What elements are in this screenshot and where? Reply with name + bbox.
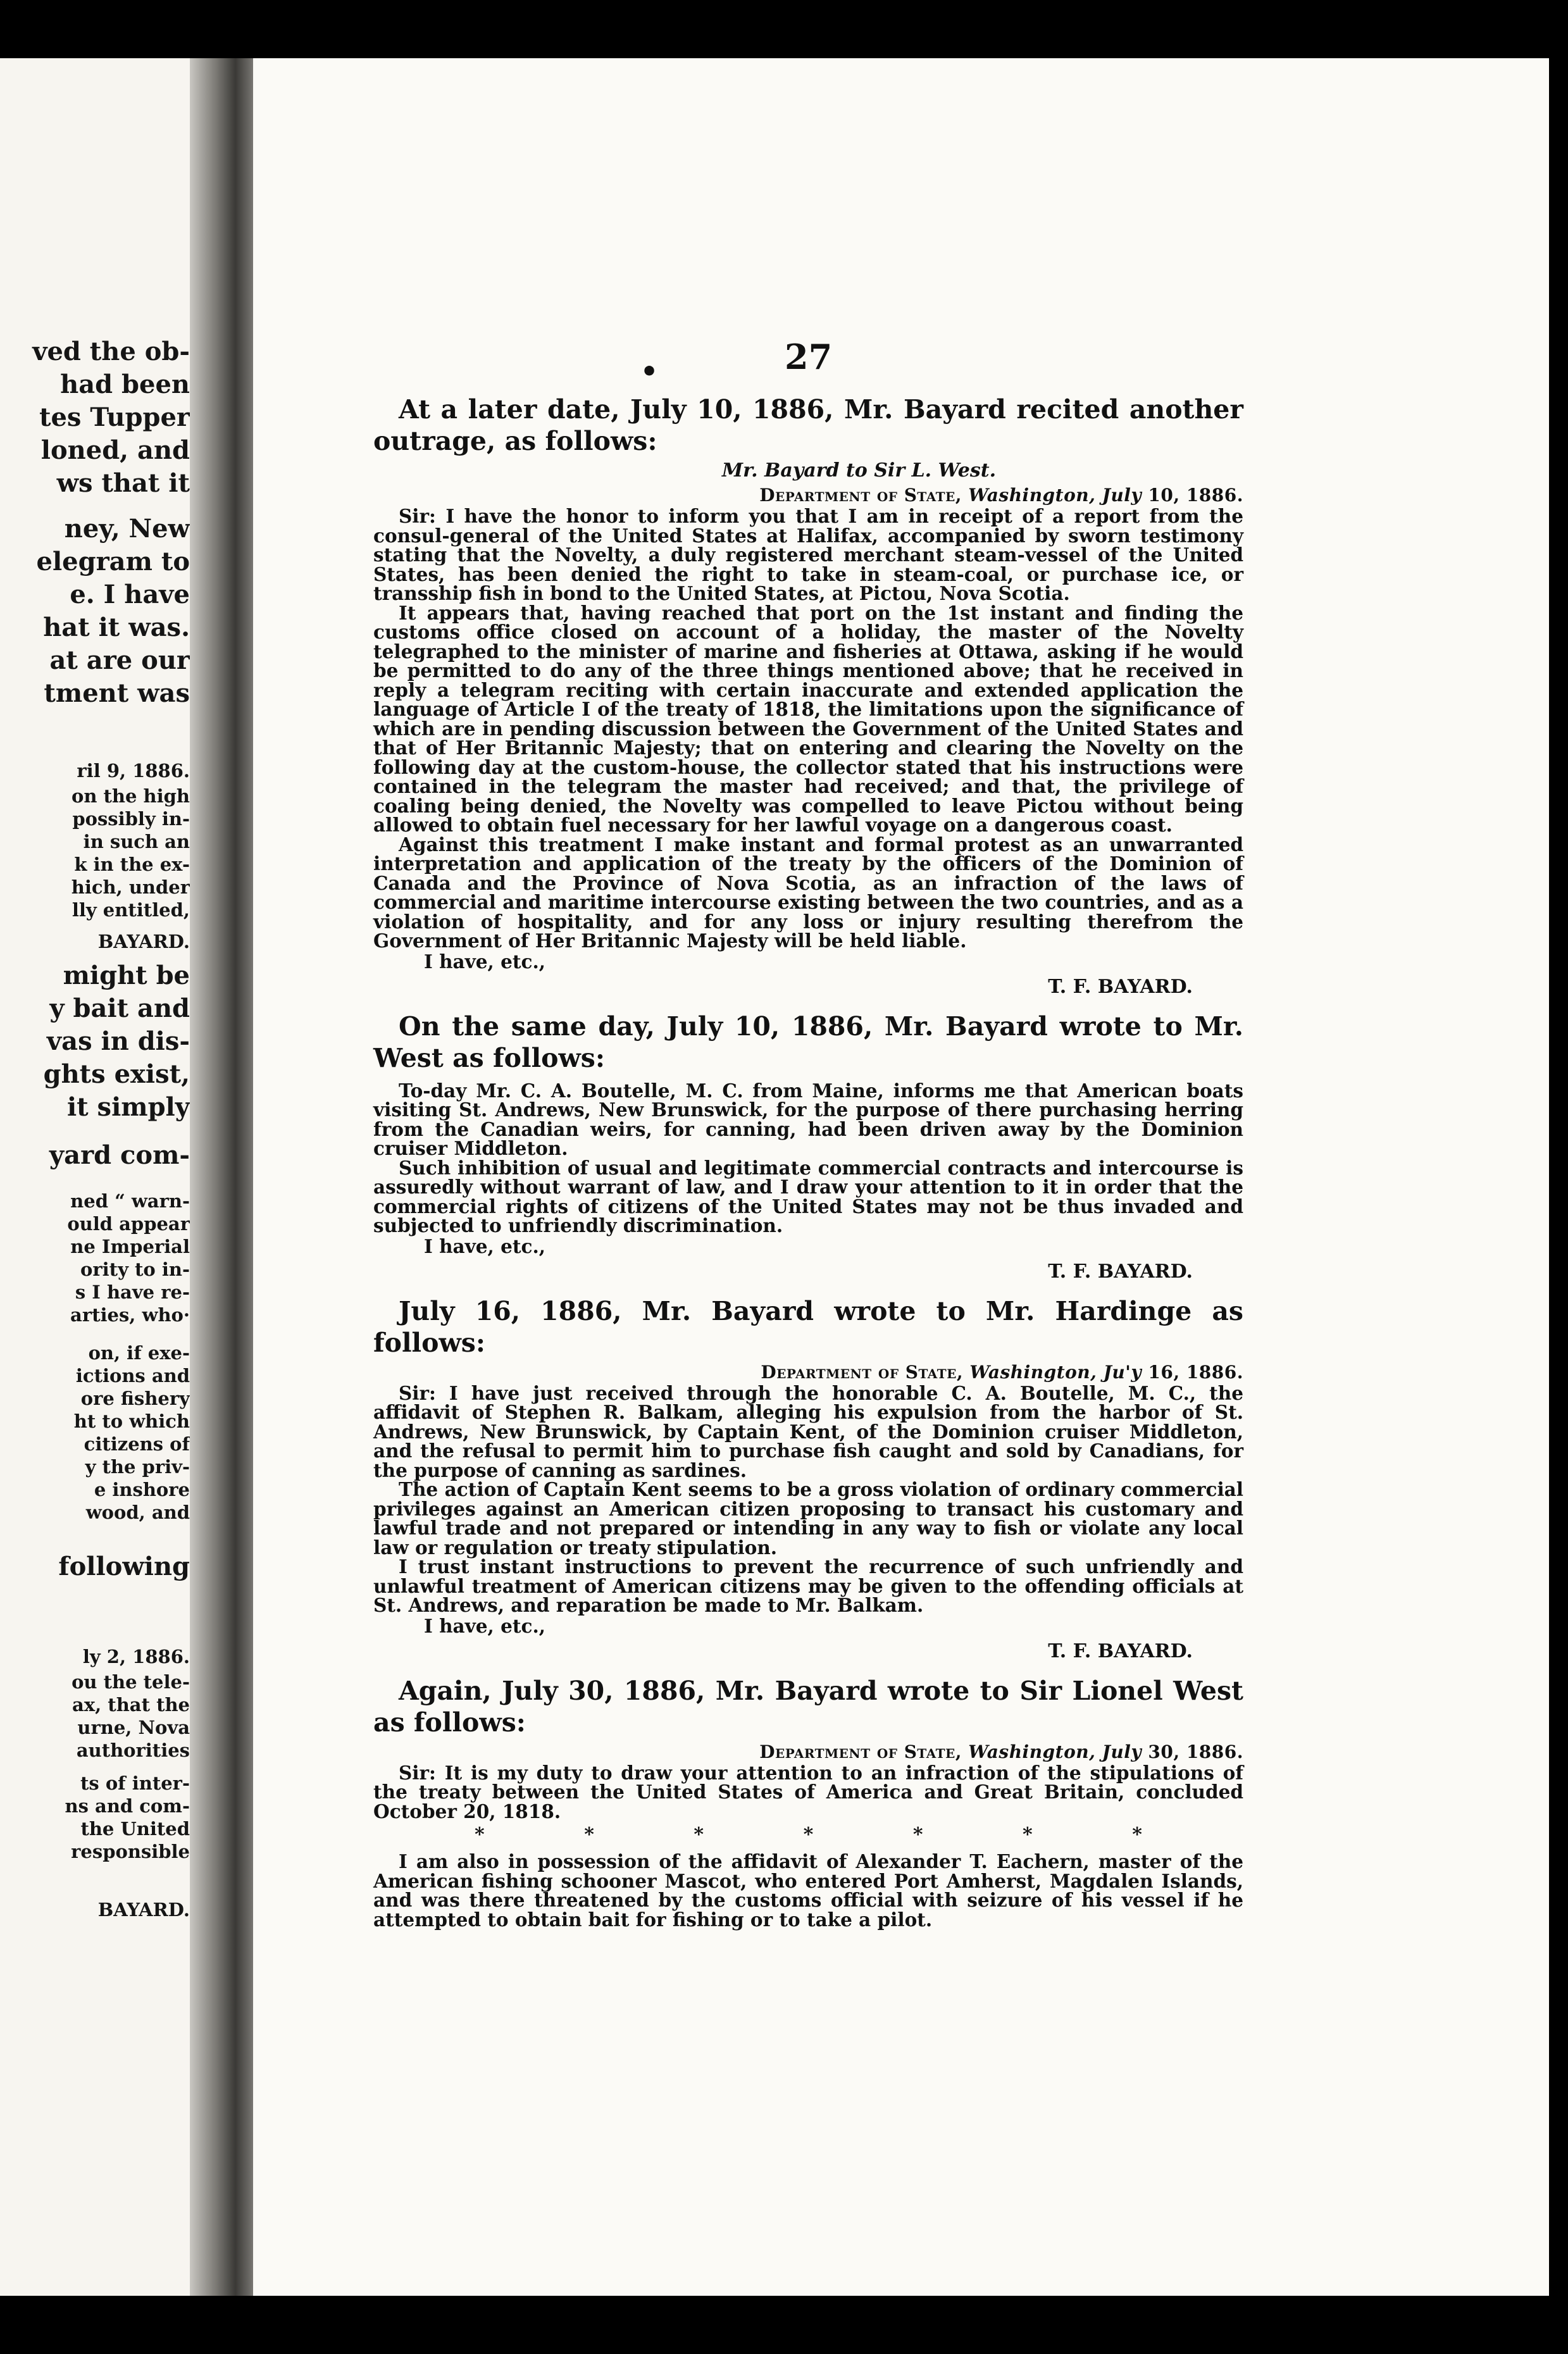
facing-page-line: s I have re- [75,1281,190,1303]
letter-paragraph: It appears that, having reached that port on the 1st instant and finding the customs office closed on account of a holiday, the master of the Novelty telegraphed to the minister of marine and fisheries at Ottawa, asking if he would be permitted to do any of the three things mentioned above; that he received in reply a telegram reciting with certain inaccurate and extended application the language of Article I of the treaty of 1818, the limitations upon the significance of which are in pending discussion between the Government of the United States and that of Her Britannic Majesty; that on entering and clearing the Novelty on the following day at the custom-house, the collector stated that his instructions were contained in the telegram the master had received; and that, the privilege of coaling being denied, the Novelty was compelled to leave Pictou without being allowed to obtain fuel necessary for her lawful voyage on a dangerous coast. [373,601,1243,836]
intro-paragraph-3: July 16, 1886, Mr. Bayard wrote to Mr. Hardinge as follows: [373,1295,1243,1358]
omission-star: * [1023,1824,1033,1846]
letter-paragraph: Sir: I have just received through the honorable C. A. Boutelle, M. C., the affidavit of Stephen R. Balkam, alleging his expulsion from the harbor of St. Andrews, New Brunswick, by Captain Kent, of the Dominion cruiser Middleton, and the refusal to permit him to purchase fish caught and sold by Canadians, for the purpose of canning as sardines. [373,1381,1243,1481]
facing-page-line: on, if exe- [88,1342,190,1364]
letter-paragraph: Such inhibition of usual and legitimate commercial contracts and intercourse is assuredly without warrant of law, and I draw your attention to it in order that the commercial rights of citizens of the United States may not be thus invaded and subjected to unfriendly discrimination. [373,1156,1243,1236]
facing-page-line: ould appear [67,1213,190,1235]
facing-page-line: at are our [49,645,190,675]
facing-page-line: ghts exist, [43,1059,190,1089]
intro-paragraph-2: On the same day, July 10, 1886, Mr. Bayard wrote to Mr. West as follows: [373,1011,1243,1073]
facing-page-line: ts of inter- [80,1772,190,1794]
facing-page-line: ictions and [75,1365,190,1386]
facing-page-line: k in the ex- [74,854,190,875]
facing-page-line: ned “ warn- [70,1190,190,1212]
facing-page-line: BAYARD. [97,1899,190,1921]
facing-page-line: hat it was. [43,613,190,642]
facing-page-line: wood, and [85,1502,190,1523]
letter-dateline [373,1741,1243,1764]
dateline-org: Department of State, [761,1361,964,1383]
facing-page-line: possibly in- [72,808,190,830]
letter-signature: T. F. BAYARD. [1048,1640,1193,1662]
facing-page-line: had been [60,370,190,399]
facing-page-line: ne Imperial [70,1236,190,1257]
facing-page [0,58,190,2296]
facing-page-line: ril 9, 1886. [77,760,190,782]
page-mark: • [640,356,659,388]
facing-page-line: vas in dis- [46,1026,190,1056]
dateline-place: Washington, Ju'y [969,1361,1142,1383]
dateline-date: 10, 1886. [1148,485,1243,506]
dateline-place: Washington, July [968,485,1142,506]
letter-signature: T. F. BAYARD. [1048,1260,1193,1283]
facing-page-line: ority to in- [80,1259,190,1280]
omission-star: * [912,1824,923,1846]
letter-paragraph: Sir: It is my duty to draw your attention to an infraction of the stipulations of the treaty between the United States of America and Great Britain, concluded October 20, 1818. [373,1761,1243,1822]
facing-page-line: ax, that the [72,1694,190,1716]
letter-paragraph: Against this treatment I make instant and formal protest as an unwarranted interpretation and application of the treaty by the officers of the Dominion of Canada and the Province of Nova Scotia, as an infraction of the laws of commercial and maritime intercourse existing between the two countries, and as a violation of hospitality, and for any loss or injury resulting therefrom the Government of Her Britannic Majesty will be held liable. [373,833,1243,952]
facing-page-line: ly 2, 1886. [82,1646,190,1667]
facing-page-line: arties, who· [70,1304,190,1326]
facing-page-line: it simply [66,1092,190,1122]
facing-page-line: elegram to [36,547,190,576]
facing-page-line: urne, Nova [77,1717,190,1738]
facing-page-line: the United [80,1818,190,1840]
dateline-date: 30, 1886. [1148,1741,1243,1762]
facing-page-line: ns and com- [65,1795,190,1817]
facing-page-line: following [58,1552,190,1581]
facing-page-line: citizens of [84,1433,190,1455]
facing-page-line: ht to which [73,1411,190,1432]
facing-page-line: ore fishery [80,1388,190,1409]
intro-paragraph-1: At a later date, July 10, 1886, Mr. Bayard recited another outrage, as follows: [373,394,1243,456]
facing-page-line: y the priv- [85,1456,190,1478]
facing-page-line: y bait and [49,993,190,1023]
facing-page-line: hich, under [71,876,190,898]
letter-heading: Mr. Bayard to Sir L. West. [721,459,997,482]
letter-closing: I have, etc., [424,950,545,973]
letter-closing: I have, etc., [424,1614,545,1637]
letter-paragraph: Sir: I have the honor to inform you that I am in receipt of a report from the consul-general of the United States at Halifax, accompanied by sworn testimony stating that the Novelty, a duly registered merchant steam-vessel of the United States, has been denied the right to take in steam-coal, or purchase ice, or transship fish in bond to the United States, at Pictou, Nova Scotia. [373,505,1243,604]
letter-closing: I have, etc., [424,1235,545,1257]
omission-star: * [584,1824,594,1846]
omission-star: * [475,1824,485,1846]
facing-page-line: ved the ob- [32,337,190,366]
facing-page-line: tes Tupper [39,402,190,432]
facing-page-line: ws that it [56,468,190,498]
dateline-place: Washington, July [968,1741,1142,1762]
facing-page-line: responsible [71,1841,190,1862]
letter-dateline [373,1361,1243,1384]
letter-paragraph: To-day Mr. C. A. Boutelle, M. C. from Maine, informs me that American boats visiting St. Andrews, New Brunswick, for the purpose of there purchasing herring from the Canadian weirs, for canning, had been driven away by the Dominion cruiser Middleton. [373,1079,1243,1159]
facing-page-line: e. I have [70,580,190,609]
page-body [373,394,1243,1929]
ellipsis-stars [373,1824,1243,1846]
intro-paragraph-4: Again, July 30, 1886, Mr. Bayard wrote to Sir Lionel West as follows: [373,1675,1243,1738]
dateline-org: Department of State, [759,1741,962,1762]
facing-page-line: on the high [71,785,190,807]
document-page [253,58,1549,2296]
page-number: 27 [785,337,833,377]
facing-page-line: yard com- [49,1140,190,1170]
facing-page-line: loned, and [40,435,190,465]
facing-page-line: ou the tele- [72,1671,190,1693]
facing-page-line: lly entitled, [72,899,190,921]
letter-paragraph: I am also in possession of the affidavit of Alexander T. Eachern, master of the American fishing schooner Mascot, who entered Port Amherst, Magdalen Islands, and was there threatened by the customs official with seizure of his vessel if he attempted to obtain bait for fishing or to take a pilot. [373,1850,1243,1931]
dateline-date: 16, 1886. [1148,1361,1243,1383]
facing-page-line: e inshore [94,1479,190,1500]
letter-signature: T. F. BAYARD. [1048,975,1193,998]
omission-star: * [694,1824,704,1846]
omission-star: * [803,1824,814,1846]
omission-star: * [1132,1824,1142,1846]
facing-page-line: might be [63,961,190,990]
facing-page-line: tment was [44,678,190,708]
letter-paragraph: I trust instant instructions to prevent the recurrence of such unfriendly and unlawful treatment of American citizens may be given to the offending officials at St. Andrews, and reparation be made to Mr. Balkam. [373,1555,1243,1616]
facing-page-line: ney, New [64,514,190,544]
facing-page-line: authorities [76,1740,190,1761]
facing-page-line: BAYARD. [97,931,190,952]
facing-page-line: in such an [83,831,190,852]
dateline-org: Department of State, [759,485,962,506]
letter-paragraph: The action of Captain Kent seems to be a gross violation of ordinary commercial privileges against an American citizen proposing to transact his customary and lawful trade and not prepared or intending in any way to fish or violate any local law or regulation or treaty stipulation. [373,1478,1243,1559]
letter-dateline [373,484,1243,507]
